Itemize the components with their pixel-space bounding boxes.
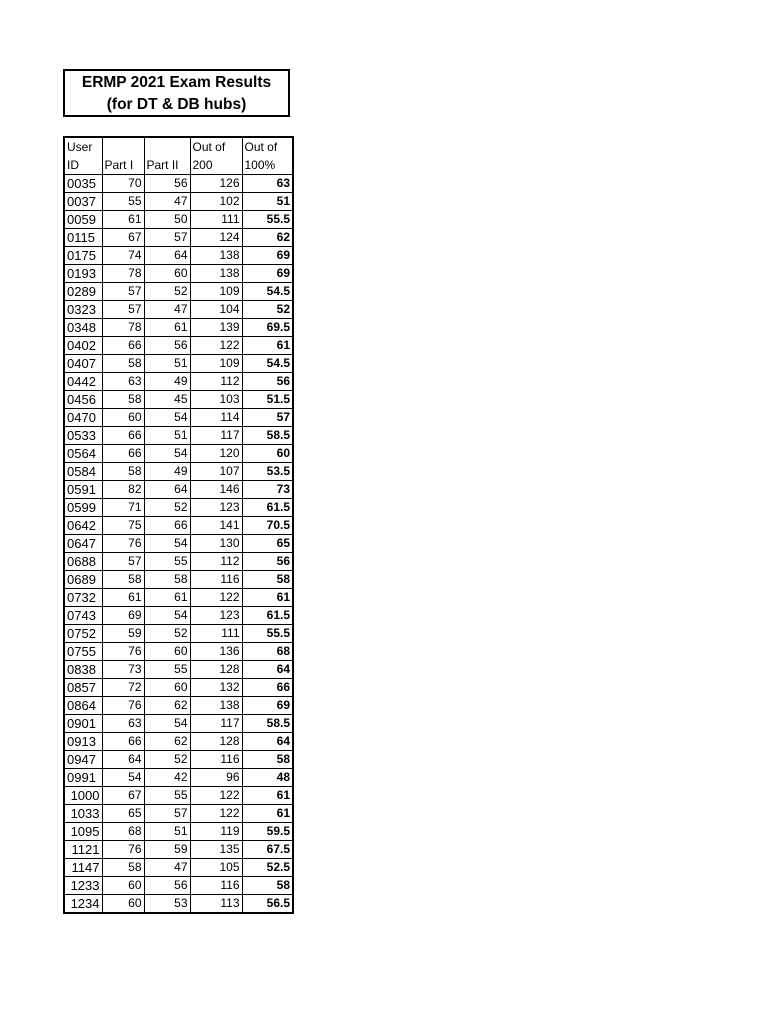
results-table xyxy=(63,136,294,914)
cell-part-1: 82 xyxy=(102,481,144,499)
cell-user-id: 0407 xyxy=(64,355,102,373)
cell-part-2: 58 xyxy=(144,571,190,589)
cell-out-of-200: 111 xyxy=(190,211,242,229)
cell-out-of-100: 61 xyxy=(242,805,293,823)
table-row xyxy=(64,193,293,211)
cell-part-1: 58 xyxy=(102,571,144,589)
cell-user-id: 0584 xyxy=(64,463,102,481)
cell-out-of-100: 69 xyxy=(242,265,293,283)
table-row xyxy=(64,787,293,805)
cell-out-of-200: 128 xyxy=(190,661,242,679)
table-row xyxy=(64,301,293,319)
cell-user-id: 0456 xyxy=(64,391,102,409)
cell-part-2: 56 xyxy=(144,337,190,355)
table-row xyxy=(64,247,293,265)
cell-out-of-200: 116 xyxy=(190,877,242,895)
results-body xyxy=(64,175,293,914)
cell-user-id: 0037 xyxy=(64,193,102,211)
cell-user-id: 0743 xyxy=(64,607,102,625)
cell-user-id: 0564 xyxy=(64,445,102,463)
table-row xyxy=(64,265,293,283)
cell-out-of-200: 109 xyxy=(190,283,242,301)
table-row xyxy=(64,391,293,409)
table-row xyxy=(64,481,293,499)
cell-user-id: 1095 xyxy=(64,823,102,841)
cell-part-1: 58 xyxy=(102,391,144,409)
table-row xyxy=(64,571,293,589)
cell-out-of-100: 61.5 xyxy=(242,607,293,625)
cell-user-id: 0755 xyxy=(64,643,102,661)
cell-part-2: 54 xyxy=(144,445,190,463)
cell-part-2: 60 xyxy=(144,643,190,661)
cell-out-of-200: 116 xyxy=(190,571,242,589)
cell-out-of-100: 64 xyxy=(242,661,293,679)
cell-out-of-100: 54.5 xyxy=(242,283,293,301)
cell-part-1: 58 xyxy=(102,355,144,373)
table-row xyxy=(64,625,293,643)
cell-part-2: 64 xyxy=(144,247,190,265)
table-row xyxy=(64,337,293,355)
cell-user-id: 0193 xyxy=(64,265,102,283)
table-row xyxy=(64,463,293,481)
cell-out-of-100: 55.5 xyxy=(242,211,293,229)
table-row xyxy=(64,553,293,571)
cell-user-id: 1147 xyxy=(64,859,102,877)
cell-part-1: 58 xyxy=(102,463,144,481)
cell-part-2: 47 xyxy=(144,301,190,319)
cell-out-of-100: 64 xyxy=(242,733,293,751)
cell-out-of-200: 96 xyxy=(190,769,242,787)
cell-out-of-100: 59.5 xyxy=(242,823,293,841)
cell-part-1: 75 xyxy=(102,517,144,535)
title-line-2: (for DT & DB hubs) xyxy=(106,96,247,113)
cell-part-1: 59 xyxy=(102,625,144,643)
cell-part-1: 67 xyxy=(102,229,144,247)
cell-part-1: 63 xyxy=(102,373,144,391)
cell-part-2: 54 xyxy=(144,409,190,427)
cell-part-1: 69 xyxy=(102,607,144,625)
cell-out-of-200: 113 xyxy=(190,895,242,914)
cell-user-id: 0059 xyxy=(64,211,102,229)
cell-part-2: 56 xyxy=(144,877,190,895)
cell-part-1: 65 xyxy=(102,805,144,823)
cell-user-id: 0647 xyxy=(64,535,102,553)
cell-user-id: 0599 xyxy=(64,499,102,517)
cell-part-1: 70 xyxy=(102,175,144,193)
cell-part-1: 76 xyxy=(102,535,144,553)
cell-user-id: 0442 xyxy=(64,373,102,391)
cell-out-of-100: 56 xyxy=(242,373,293,391)
cell-part-1: 66 xyxy=(102,427,144,445)
cell-part-2: 66 xyxy=(144,517,190,535)
cell-out-of-200: 139 xyxy=(190,319,242,337)
cell-out-of-200: 111 xyxy=(190,625,242,643)
cell-part-2: 49 xyxy=(144,373,190,391)
cell-part-2: 52 xyxy=(144,625,190,643)
cell-part-2: 60 xyxy=(144,679,190,697)
cell-part-2: 54 xyxy=(144,535,190,553)
cell-part-1: 61 xyxy=(102,211,144,229)
cell-part-1: 76 xyxy=(102,697,144,715)
cell-out-of-100: 61 xyxy=(242,337,293,355)
cell-part-1: 61 xyxy=(102,589,144,607)
cell-out-of-200: 138 xyxy=(190,265,242,283)
cell-user-id: 0642 xyxy=(64,517,102,535)
cell-out-of-200: 117 xyxy=(190,427,242,445)
cell-part-2: 55 xyxy=(144,661,190,679)
cell-user-id: 1033 xyxy=(64,805,102,823)
cell-out-of-100: 56 xyxy=(242,553,293,571)
cell-part-1: 63 xyxy=(102,715,144,733)
cell-user-id: 0035 xyxy=(64,175,102,193)
cell-out-of-200: 122 xyxy=(190,805,242,823)
cell-part-1: 66 xyxy=(102,337,144,355)
table-row xyxy=(64,895,293,914)
table-row xyxy=(64,355,293,373)
cell-part-2: 64 xyxy=(144,481,190,499)
cell-out-of-100: 61.5 xyxy=(242,499,293,517)
cell-out-of-200: 116 xyxy=(190,751,242,769)
cell-user-id: 0348 xyxy=(64,319,102,337)
cell-out-of-100: 66 xyxy=(242,679,293,697)
cell-out-of-200: 132 xyxy=(190,679,242,697)
table-row xyxy=(64,211,293,229)
cell-part-2: 51 xyxy=(144,427,190,445)
cell-part-2: 51 xyxy=(144,355,190,373)
cell-out-of-200: 103 xyxy=(190,391,242,409)
cell-out-of-200: 130 xyxy=(190,535,242,553)
header-part-2: Part II xyxy=(144,137,190,175)
cell-part-1: 57 xyxy=(102,301,144,319)
cell-part-2: 56 xyxy=(144,175,190,193)
cell-user-id: 0901 xyxy=(64,715,102,733)
cell-part-2: 42 xyxy=(144,769,190,787)
cell-part-1: 57 xyxy=(102,283,144,301)
cell-user-id: 0591 xyxy=(64,481,102,499)
cell-user-id: 0913 xyxy=(64,733,102,751)
cell-out-of-200: 141 xyxy=(190,517,242,535)
cell-part-1: 66 xyxy=(102,445,144,463)
table-row xyxy=(64,427,293,445)
cell-out-of-100: 54.5 xyxy=(242,355,293,373)
cell-part-1: 58 xyxy=(102,859,144,877)
cell-out-of-200: 107 xyxy=(190,463,242,481)
cell-out-of-200: 138 xyxy=(190,247,242,265)
cell-out-of-100: 67.5 xyxy=(242,841,293,859)
cell-out-of-200: 135 xyxy=(190,841,242,859)
cell-part-2: 54 xyxy=(144,607,190,625)
cell-part-2: 55 xyxy=(144,787,190,805)
cell-part-2: 51 xyxy=(144,823,190,841)
cell-part-2: 50 xyxy=(144,211,190,229)
title-line-1: ERMP 2021 Exam Results xyxy=(81,74,272,91)
cell-out-of-200: 146 xyxy=(190,481,242,499)
cell-part-1: 64 xyxy=(102,751,144,769)
cell-user-id: 0991 xyxy=(64,769,102,787)
cell-out-of-100: 58.5 xyxy=(242,715,293,733)
header-user-id: User ID xyxy=(64,137,102,175)
cell-out-of-100: 53.5 xyxy=(242,463,293,481)
table-row xyxy=(64,373,293,391)
cell-out-of-200: 109 xyxy=(190,355,242,373)
document-title xyxy=(63,69,290,117)
table-row xyxy=(64,445,293,463)
cell-out-of-100: 63 xyxy=(242,175,293,193)
cell-part-2: 45 xyxy=(144,391,190,409)
cell-user-id: 0689 xyxy=(64,571,102,589)
cell-out-of-200: 105 xyxy=(190,859,242,877)
cell-user-id: 1000 xyxy=(64,787,102,805)
cell-out-of-100: 58.5 xyxy=(242,427,293,445)
cell-part-2: 57 xyxy=(144,805,190,823)
cell-part-1: 60 xyxy=(102,895,144,914)
cell-part-1: 60 xyxy=(102,877,144,895)
cell-user-id: 0323 xyxy=(64,301,102,319)
header-out-of-100: Out of 100% xyxy=(242,137,293,175)
cell-out-of-200: 117 xyxy=(190,715,242,733)
cell-out-of-100: 56.5 xyxy=(242,895,293,914)
cell-out-of-100: 58 xyxy=(242,571,293,589)
cell-out-of-100: 57 xyxy=(242,409,293,427)
table-row xyxy=(64,589,293,607)
cell-part-2: 59 xyxy=(144,841,190,859)
cell-out-of-100: 61 xyxy=(242,589,293,607)
cell-out-of-200: 104 xyxy=(190,301,242,319)
cell-out-of-200: 126 xyxy=(190,175,242,193)
cell-part-1: 57 xyxy=(102,553,144,571)
table-row xyxy=(64,517,293,535)
cell-part-1: 66 xyxy=(102,733,144,751)
cell-out-of-100: 69 xyxy=(242,697,293,715)
cell-out-of-200: 123 xyxy=(190,499,242,517)
cell-out-of-100: 58 xyxy=(242,751,293,769)
cell-out-of-100: 55.5 xyxy=(242,625,293,643)
table-row xyxy=(64,319,293,337)
cell-out-of-200: 124 xyxy=(190,229,242,247)
cell-part-2: 53 xyxy=(144,895,190,914)
cell-part-2: 62 xyxy=(144,697,190,715)
cell-part-2: 47 xyxy=(144,193,190,211)
cell-part-2: 55 xyxy=(144,553,190,571)
table-row xyxy=(64,733,293,751)
cell-user-id: 0864 xyxy=(64,697,102,715)
cell-user-id: 0857 xyxy=(64,679,102,697)
cell-out-of-100: 62 xyxy=(242,229,293,247)
cell-user-id: 0752 xyxy=(64,625,102,643)
table-row xyxy=(64,283,293,301)
cell-out-of-200: 123 xyxy=(190,607,242,625)
cell-out-of-200: 122 xyxy=(190,787,242,805)
cell-part-1: 71 xyxy=(102,499,144,517)
table-row xyxy=(64,715,293,733)
cell-part-1: 76 xyxy=(102,841,144,859)
cell-out-of-100: 69 xyxy=(242,247,293,265)
cell-part-2: 61 xyxy=(144,319,190,337)
cell-out-of-200: 128 xyxy=(190,733,242,751)
table-row xyxy=(64,841,293,859)
table-row xyxy=(64,229,293,247)
cell-user-id: 0289 xyxy=(64,283,102,301)
cell-user-id: 1233 xyxy=(64,877,102,895)
cell-part-1: 76 xyxy=(102,643,144,661)
cell-part-1: 73 xyxy=(102,661,144,679)
cell-user-id: 0470 xyxy=(64,409,102,427)
cell-out-of-100: 73 xyxy=(242,481,293,499)
cell-part-2: 61 xyxy=(144,589,190,607)
cell-part-1: 67 xyxy=(102,787,144,805)
table-row xyxy=(64,535,293,553)
cell-user-id: 0402 xyxy=(64,337,102,355)
cell-out-of-100: 58 xyxy=(242,877,293,895)
cell-user-id: 0838 xyxy=(64,661,102,679)
cell-out-of-100: 52 xyxy=(242,301,293,319)
table-row xyxy=(64,769,293,787)
cell-part-2: 57 xyxy=(144,229,190,247)
table-row xyxy=(64,409,293,427)
cell-part-2: 62 xyxy=(144,733,190,751)
cell-part-1: 68 xyxy=(102,823,144,841)
table-row xyxy=(64,859,293,877)
table-row xyxy=(64,643,293,661)
table-row xyxy=(64,877,293,895)
cell-out-of-200: 120 xyxy=(190,445,242,463)
table-row xyxy=(64,607,293,625)
cell-part-1: 78 xyxy=(102,319,144,337)
cell-out-of-100: 70.5 xyxy=(242,517,293,535)
header-part-1: Part I xyxy=(102,137,144,175)
cell-out-of-100: 61 xyxy=(242,787,293,805)
table-row xyxy=(64,751,293,769)
cell-out-of-200: 136 xyxy=(190,643,242,661)
cell-part-2: 52 xyxy=(144,751,190,769)
cell-part-1: 54 xyxy=(102,769,144,787)
cell-part-1: 74 xyxy=(102,247,144,265)
cell-part-2: 52 xyxy=(144,499,190,517)
cell-out-of-200: 112 xyxy=(190,553,242,571)
cell-part-2: 47 xyxy=(144,859,190,877)
cell-user-id: 0947 xyxy=(64,751,102,769)
header-row xyxy=(64,137,293,175)
cell-part-2: 54 xyxy=(144,715,190,733)
cell-out-of-200: 122 xyxy=(190,337,242,355)
cell-out-of-200: 114 xyxy=(190,409,242,427)
cell-part-1: 72 xyxy=(102,679,144,697)
cell-user-id: 0732 xyxy=(64,589,102,607)
cell-out-of-100: 51.5 xyxy=(242,391,293,409)
header-out-of-200: Out of 200 xyxy=(190,137,242,175)
cell-part-1: 55 xyxy=(102,193,144,211)
table-row xyxy=(64,175,293,193)
cell-out-of-100: 68 xyxy=(242,643,293,661)
cell-out-of-100: 69.5 xyxy=(242,319,293,337)
cell-part-1: 60 xyxy=(102,409,144,427)
cell-user-id: 0115 xyxy=(64,229,102,247)
cell-user-id: 0175 xyxy=(64,247,102,265)
cell-out-of-100: 60 xyxy=(242,445,293,463)
cell-out-of-100: 52.5 xyxy=(242,859,293,877)
table-row xyxy=(64,679,293,697)
cell-out-of-200: 138 xyxy=(190,697,242,715)
cell-out-of-100: 51 xyxy=(242,193,293,211)
cell-out-of-100: 65 xyxy=(242,535,293,553)
cell-part-1: 78 xyxy=(102,265,144,283)
cell-out-of-200: 102 xyxy=(190,193,242,211)
cell-user-id: 0688 xyxy=(64,553,102,571)
cell-part-2: 52 xyxy=(144,283,190,301)
table-row xyxy=(64,823,293,841)
cell-out-of-100: 48 xyxy=(242,769,293,787)
cell-out-of-200: 112 xyxy=(190,373,242,391)
cell-part-2: 60 xyxy=(144,265,190,283)
cell-part-2: 49 xyxy=(144,463,190,481)
cell-out-of-200: 122 xyxy=(190,589,242,607)
table-row xyxy=(64,697,293,715)
cell-user-id: 0533 xyxy=(64,427,102,445)
cell-user-id: 1121 xyxy=(64,841,102,859)
cell-user-id: 1234 xyxy=(64,895,102,914)
table-row xyxy=(64,661,293,679)
cell-out-of-200: 119 xyxy=(190,823,242,841)
table-row xyxy=(64,499,293,517)
table-row xyxy=(64,805,293,823)
